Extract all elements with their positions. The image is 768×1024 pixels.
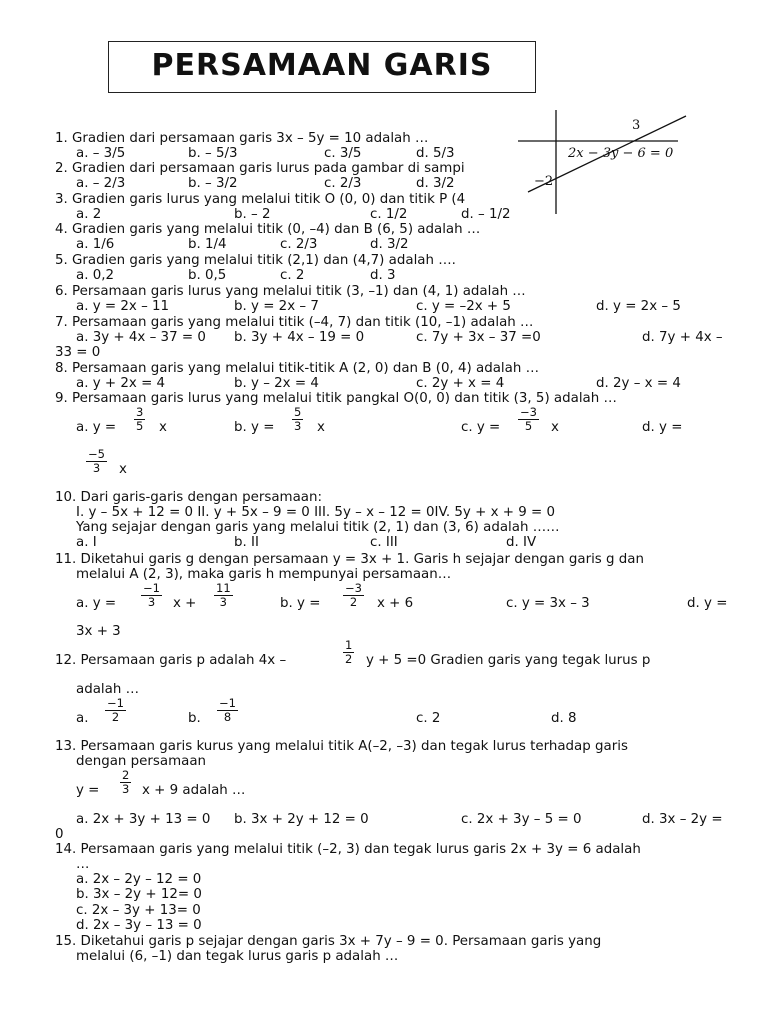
q3-option-b: b. – 2 (234, 207, 271, 222)
q9-option-b-label: b. y = (234, 420, 275, 435)
q13-option-d: d. 3x – 2y = (642, 812, 723, 827)
q11-option-b-fraction (343, 582, 364, 609)
fraction-denominator: 3 (92, 461, 101, 475)
q11-option-b-label: b. y = (280, 596, 321, 611)
q4-option-c: c. 2/3 (280, 237, 318, 252)
fraction-denominator: 3 (122, 782, 130, 796)
q9-option-b-fraction (292, 406, 303, 433)
q11-option-a-xplus: x + (173, 596, 197, 611)
graph-label-3: 3 (632, 118, 641, 133)
q3-option-d: d. – 1/2 (461, 207, 511, 222)
q10-text: Yang sejajar dengan garis yang melalui titik (2, 1) dan (3, 6) adalah …… (76, 520, 560, 535)
question-4: 4. Gradien garis yang melalui titik (0, –4) dan B (6, 5) adalah … (55, 222, 481, 237)
question-12: 12. Persamaan garis p adalah 4x – (55, 653, 287, 668)
q7-option-b: b. 3y + 4x – 19 = 0 (234, 330, 365, 345)
q4-option-d: d. 3/2 (370, 237, 409, 252)
q9-option-a-fraction (134, 406, 145, 433)
fraction-numerator: −1 (107, 696, 124, 710)
q7-option-c: c. 7y + 3x – 37 =0 (416, 330, 541, 345)
q5-option-b: b. 0,5 (188, 268, 227, 283)
graph-label-neg2: −2 (534, 174, 554, 189)
q10-option-a: a. I (76, 535, 97, 550)
q1-option-c: c. 3/5 (324, 146, 362, 161)
q8-option-b: b. y – 2x = 4 (234, 376, 319, 391)
fraction-denominator: 3 (147, 595, 156, 609)
q4-option-b: b. 1/4 (188, 237, 227, 252)
fraction-numerator: −5 (88, 447, 105, 461)
q13-option-d-cont: 0 (55, 827, 64, 842)
fraction-denominator: 2 (349, 595, 358, 609)
q5-option-c: c. 2 (280, 268, 305, 283)
fraction-numerator: −1 (143, 581, 160, 595)
q12-option-b-label: b. (188, 711, 201, 726)
fraction-numerator: −3 (520, 405, 537, 419)
fraction-denominator: 3 (219, 595, 227, 609)
question-1: 1. Gradien dari persamaan garis 3x – 5y = 10 adalah … (55, 131, 429, 146)
q2-option-b: b. – 3/2 (188, 176, 238, 191)
q10-option-c: c. III (370, 535, 398, 550)
fraction-denominator: 2 (345, 652, 353, 666)
question-13-cont: dengan persamaan (76, 754, 207, 769)
q1-option-b: b. – 5/3 (188, 146, 238, 161)
question-5: 5. Gradien garis yang melalui titik (2,1) dan (4,7) adalah …. (55, 253, 456, 268)
q9-option-d-x: x (119, 462, 127, 477)
q9-option-c-fraction (518, 406, 539, 433)
fraction-numerator: −3 (345, 581, 362, 595)
question-12-cont: adalah … (76, 682, 139, 697)
q6-option-b: b. y = 2x – 7 (234, 299, 319, 314)
title-box (108, 41, 536, 93)
fraction-numerator: 5 (294, 405, 302, 419)
q7-option-d: d. 7y + 4x – (642, 330, 723, 345)
q10-option-b: b. II (234, 535, 259, 550)
q9-option-c-label: c. y = (461, 420, 501, 435)
q14-option-a: a. 2x – 2y – 12 = 0 (76, 872, 202, 887)
question-11-cont: melalui A (2, 3), maka garis h mempunyai persamaan… (76, 567, 452, 582)
question-13: 13. Persamaan garis kurus yang melalui titik A(–2, –3) dan tegak lurus terhadap garis (55, 739, 628, 754)
fraction-numerator: 3 (136, 405, 144, 419)
fraction-denominator: 2 (111, 710, 120, 724)
q10-option-d: d. IV (506, 535, 537, 550)
line-graph-figure (518, 108, 690, 216)
question-8: 8. Persamaan garis yang melalui titik-titik A (2, 0) dan B (0, 4) adalah … (55, 361, 539, 376)
q10-statements: I. y – 5x + 12 = 0 II. y + 5x – 9 = 0 III. 5y – x – 12 = 0IV. 5y + x + 9 = 0 (76, 505, 556, 520)
q13-equation-rest: x + 9 adalah … (142, 783, 246, 798)
q7-option-d-cont: 33 = 0 (55, 345, 101, 360)
q5-option-a: a. 0,2 (76, 268, 115, 283)
question-2: 2. Gradien dari persamaan garis lurus pada gambar di sampi (55, 161, 465, 176)
question-12-rest: y + 5 =0 Gradien garis yang tegak lurus p (366, 653, 651, 668)
q13-option-c: c. 2x + 3y – 5 = 0 (461, 812, 582, 827)
fraction-numerator: −1 (219, 696, 236, 710)
q13-option-a: a. 2x + 3y + 13 = 0 (76, 812, 211, 827)
fraction-numerator: 2 (122, 768, 130, 782)
fraction-numerator: 11 (216, 581, 231, 595)
q7-option-a: a. 3y + 4x – 37 = 0 (76, 330, 206, 345)
q12-option-a-fraction (105, 697, 126, 724)
q11-option-d-label: d. y = (687, 596, 728, 611)
question-15: 15. Diketahui garis p sejajar dengan garis 3x + 7y – 9 = 0. Persamaan garis yang (55, 934, 602, 949)
q9-option-c-x: x (551, 420, 559, 435)
q8-option-d: d. 2y – x = 4 (596, 376, 681, 391)
q5-option-d: d. 3 (370, 268, 396, 283)
question-10: 10. Dari garis-garis dengan persamaan: (55, 490, 323, 505)
question-14: 14. Persamaan garis yang melalui titik (–2, 3) dan tegak lurus garis 2x + 3y = 6 adalah (55, 842, 641, 857)
q6-option-d: d. y = 2x – 5 (596, 299, 681, 314)
q6-option-a: a. y = 2x – 11 (76, 299, 170, 314)
q2-option-a: a. – 2/3 (76, 176, 126, 191)
q14-option-c: c. 2x – 3y + 13= 0 (76, 903, 201, 918)
q3-option-c: c. 1/2 (370, 207, 408, 222)
q11-option-a-label: a. y = (76, 596, 117, 611)
q3-option-a: a. 2 (76, 207, 102, 222)
q12-option-b-fraction (217, 697, 238, 724)
fraction-denominator: 5 (136, 419, 144, 433)
graph-svg (518, 108, 690, 216)
q1-option-d: d. 5/3 (416, 146, 455, 161)
q4-option-a: a. 1/6 (76, 237, 115, 252)
fraction-denominator: 8 (223, 710, 232, 724)
q14-option-b: b. 3x – 2y + 12= 0 (76, 887, 202, 902)
question-11: 11. Diketahui garis g dengan persamaan y = 3x + 1. Garis h sejajar dengan garis g dan (55, 552, 644, 567)
question-7: 7. Persamaan garis yang melalui titik (–4, 7) dan titik (10, –1) adalah … (55, 315, 534, 330)
q11-option-d-cont: 3x + 3 (76, 624, 121, 639)
question-14-cont: … (76, 857, 90, 872)
q12-fraction (343, 639, 354, 666)
fraction-numerator: 1 (345, 638, 353, 652)
graph-equation: 2x − 3y − 6 = 0 (568, 146, 674, 161)
q11-option-b-tail: x + 6 (377, 596, 414, 611)
q12-option-d: d. 8 (551, 711, 577, 726)
q14-option-d: d. 2x – 3y – 13 = 0 (76, 918, 202, 933)
fraction-denominator: 5 (524, 419, 533, 433)
q11-option-c: c. y = 3x – 3 (506, 596, 590, 611)
q11-option-a-fraction-2 (214, 582, 233, 609)
q13-equation-y: y = (76, 783, 100, 798)
q2-option-d: d. 3/2 (416, 176, 455, 191)
q6-option-c: c. y = –2x + 5 (416, 299, 511, 314)
q9-option-a-label: a. y = (76, 420, 117, 435)
fraction-denominator: 3 (294, 419, 302, 433)
q12-option-c: c. 2 (416, 711, 441, 726)
q13-option-b: b. 3x + 2y + 12 = 0 (234, 812, 369, 827)
q9-option-b-x: x (317, 420, 325, 435)
q9-option-d-label: d. y = (642, 420, 683, 435)
q9-option-d-fraction (86, 448, 107, 475)
question-3: 3. Gradien garis lurus yang melalui titik O (0, 0) dan titik P (4 (55, 192, 466, 207)
q2-option-c: c. 2/3 (324, 176, 362, 191)
question-9: 9. Persamaan garis lurus yang melalui titik pangkal O(0, 0) dan titik (3, 5) adalah … (55, 391, 617, 406)
q1-option-a: a. – 3/5 (76, 146, 126, 161)
q8-option-a: a. y + 2x = 4 (76, 376, 166, 391)
q11-option-a-fraction-1 (141, 582, 162, 609)
q12-option-a-label: a. (76, 711, 89, 726)
q9-option-a-x: x (159, 420, 167, 435)
page-title: PERSAMAAN GARIS (151, 48, 493, 83)
question-6: 6. Persamaan garis lurus yang melalui titik (3, –1) dan (4, 1) adalah … (55, 284, 526, 299)
question-15-cont: melalui (6, –1) dan tegak lurus garis p adalah … (76, 949, 399, 964)
q13-fraction (120, 769, 131, 796)
q8-option-c: c. 2y + x = 4 (416, 376, 505, 391)
